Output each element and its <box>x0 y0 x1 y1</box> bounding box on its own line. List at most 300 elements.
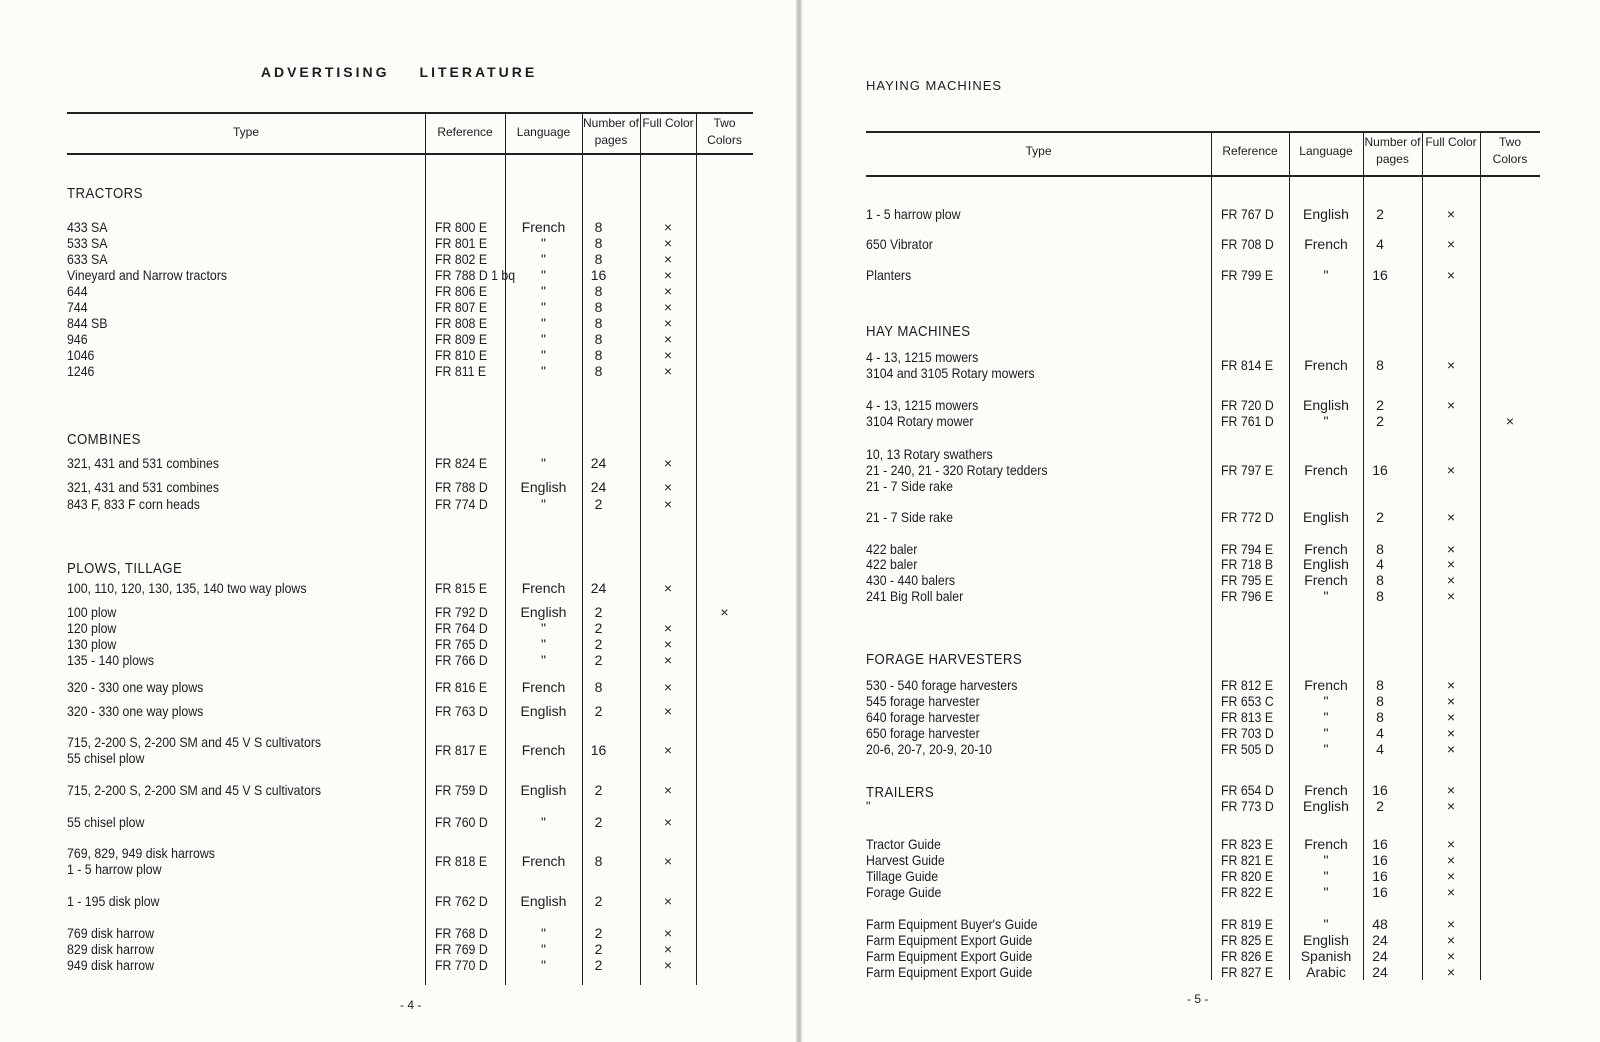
row-pages: 8 <box>594 315 603 331</box>
row-type-line2: 55 chisel plow <box>67 750 145 766</box>
row-language: English <box>1303 798 1349 814</box>
row-type: 769, 829, 949 disk harrows <box>67 845 215 861</box>
table-top-rule <box>866 131 1540 133</box>
row-language: " <box>1323 267 1329 283</box>
row-pages: 8 <box>1376 709 1384 725</box>
row-type: 21 - 7 Side rake <box>866 509 953 525</box>
row-language: " <box>541 455 546 471</box>
row-language: " <box>541 251 546 267</box>
row-full-color: × <box>1446 541 1456 557</box>
section-forage: FORAGE HARVESTERS <box>866 651 1023 668</box>
row-pages: 2 <box>594 957 603 973</box>
row-pages: 2 <box>594 941 603 957</box>
row-type: 650 forage harvester <box>866 725 980 741</box>
row-type: 241 Big Roll baler <box>866 588 964 604</box>
row-type: 1246 <box>67 363 95 379</box>
row-language: French <box>1304 357 1348 373</box>
header-two: Two Colors <box>1492 135 1528 166</box>
row-full-color: × <box>663 652 673 668</box>
row-reference: FR 808 E <box>435 315 488 331</box>
row-reference: FR 788 D 1 bq <box>435 267 516 283</box>
left-page-number: - 4 - <box>400 998 422 1012</box>
row-pages: 2 <box>594 636 603 652</box>
row-pages: 8 <box>594 853 603 869</box>
row-pages: 8 <box>594 347 603 363</box>
header-bottom-rule <box>866 175 1540 177</box>
row-language: " <box>541 331 546 347</box>
row-language: French <box>1304 541 1348 557</box>
row-language: French <box>521 580 566 596</box>
row-reference: FR 763 D <box>435 703 488 719</box>
row-type: 130 plow <box>67 636 117 652</box>
row-full-color: × <box>663 636 673 652</box>
row-type: 843 F, 833 F corn heads <box>67 496 200 512</box>
row-reference: FR 811 E <box>435 363 487 379</box>
row-full-color: × <box>1446 206 1456 222</box>
row-full-color: × <box>663 347 673 363</box>
row-language: " <box>541 283 546 299</box>
row-pages: 2 <box>594 893 603 909</box>
row-pages: 2 <box>1376 798 1384 814</box>
row-pages: 2 <box>594 925 603 941</box>
row-reference: FR 802 E <box>435 251 488 267</box>
row-pages: 8 <box>594 363 603 379</box>
row-language: " <box>541 363 546 379</box>
row-reference: FR 825 E <box>1221 932 1274 948</box>
row-type: 20-6, 20-7, 20-9, 20-10 <box>866 741 993 757</box>
row-type: 949 disk harrow <box>67 957 154 973</box>
row-type: 320 - 330 one way plows <box>67 679 204 695</box>
row-pages: 8 <box>594 283 603 299</box>
row-type: 10, 13 Rotary swathers <box>866 446 993 462</box>
row-type: 545 forage harvester <box>866 693 980 709</box>
row-type-line2: 1 - 5 harrow plow <box>67 861 162 877</box>
row-pages: 16 <box>1372 868 1388 884</box>
row-type: Tractor Guide <box>866 836 941 852</box>
row-type: 4 - 13, 1215 mowers <box>866 397 979 413</box>
right-page-number: - 5 - <box>1187 992 1209 1006</box>
row-pages: 8 <box>1376 541 1384 557</box>
row-full-color: × <box>663 315 673 331</box>
row-full-color: × <box>663 251 673 267</box>
row-type: 533 SA <box>67 235 108 251</box>
row-pages: 24 <box>590 580 607 596</box>
row-type-line3: 21 - 7 Side rake <box>866 478 953 494</box>
row-language: " <box>1323 413 1329 429</box>
row-reference: FR 824 E <box>435 455 488 471</box>
row-pages: 16 <box>1372 462 1388 478</box>
row-full-color: × <box>1446 798 1456 814</box>
header-full: Full Color <box>1425 135 1477 149</box>
row-full-color: × <box>663 267 673 283</box>
header-pages: Number of pages <box>582 116 640 147</box>
row-type: 530 - 540 forage harvesters <box>866 677 1018 693</box>
row-pages: 2 <box>594 620 603 636</box>
row-language: English <box>520 479 567 495</box>
row-type: 422 baler <box>866 541 918 557</box>
row-pages: 8 <box>1376 572 1384 588</box>
row-reference: FR 797 E <box>1221 462 1274 478</box>
row-type: 844 SB <box>67 315 108 331</box>
row-language: " <box>1323 693 1329 709</box>
row-full-color: × <box>1446 572 1456 588</box>
row-type: 829 disk harrow <box>67 941 154 957</box>
row-reference: FR 703 D <box>1221 725 1274 741</box>
row-full-color: × <box>663 580 673 596</box>
row-full-color: × <box>663 496 673 512</box>
row-full-color: × <box>1446 357 1456 373</box>
right-page-title: HAYING MACHINES <box>866 78 1003 93</box>
row-reference: FR 761 D <box>1221 413 1274 429</box>
row-pages: 16 <box>1372 852 1388 868</box>
row-full-color: × <box>1446 964 1456 980</box>
row-language: " <box>541 315 546 331</box>
row-two-colors: × <box>1505 413 1515 429</box>
row-reference: FR 815 E <box>435 580 488 596</box>
left-page <box>0 0 798 1042</box>
row-type: Farm Equipment Export Guide <box>866 948 1033 964</box>
book-spine <box>796 0 802 1042</box>
row-full-color: × <box>663 925 673 941</box>
row-full-color: × <box>1446 916 1456 932</box>
row-language: " <box>541 925 546 941</box>
row-reference: FR 806 E <box>435 283 488 299</box>
row-type: 100 plow <box>67 604 117 620</box>
row-reference: FR 770 D <box>435 957 488 973</box>
header-reference: Reference <box>437 125 493 139</box>
row-reference: FR 809 E <box>435 331 488 347</box>
row-pages: 8 <box>594 219 603 235</box>
row-reference: FR 653 C <box>1221 693 1274 709</box>
row-full-color: × <box>663 814 673 830</box>
row-language: English <box>520 703 567 719</box>
column-divider <box>1480 131 1481 980</box>
row-type: 321, 431 and 531 combines <box>67 455 220 471</box>
row-full-color: × <box>1446 725 1456 741</box>
row-reference: FR 827 E <box>1221 964 1274 980</box>
row-reference: FR 814 E <box>1221 357 1274 373</box>
row-full-color: × <box>1446 267 1456 283</box>
row-reference: FR 801 E <box>435 235 488 251</box>
row-type: 715, 2-200 S, 2-200 SM and 45 V S cultivators <box>67 782 322 798</box>
row-pages: 8 <box>594 251 603 267</box>
row-pages: 2 <box>594 703 603 719</box>
row-reference: FR 812 E <box>1221 677 1274 693</box>
row-full-color: × <box>663 957 673 973</box>
header-two: Two Colors <box>707 116 742 147</box>
row-type: Harvest Guide <box>866 852 945 868</box>
section-hay: HAY MACHINES <box>866 323 971 340</box>
row-type: 1046 <box>67 347 95 363</box>
header-type: Type <box>232 125 259 139</box>
row-pages: 24 <box>590 479 607 495</box>
row-reference: FR 654 D <box>1221 782 1274 798</box>
row-language: French <box>1304 462 1348 478</box>
row-full-color: × <box>1446 884 1456 900</box>
row-reference: FR 774 D <box>435 496 488 512</box>
row-pages: 2 <box>1376 509 1384 525</box>
row-reference: FR 759 D <box>435 782 488 798</box>
row-full-color: × <box>1446 677 1456 693</box>
header-language: Language <box>516 125 571 139</box>
row-type: 422 baler <box>866 556 918 572</box>
row-pages: 2 <box>594 652 603 668</box>
row-language: French <box>1304 782 1348 798</box>
row-full-color: × <box>663 853 673 869</box>
row-pages: 24 <box>1372 948 1388 964</box>
row-pages: 8 <box>1376 677 1384 693</box>
row-pages: 16 <box>590 742 607 758</box>
row-type: 4 - 13, 1215 mowers <box>866 349 979 365</box>
row-type: 650 Vibrator <box>866 236 933 252</box>
row-reference: FR 810 E <box>435 347 488 363</box>
row-full-color: × <box>663 941 673 957</box>
title-word-1: ADVERTISING <box>260 64 390 80</box>
row-type: 55 chisel plow <box>67 814 145 830</box>
table-top-rule <box>67 112 753 114</box>
row-language: " <box>541 235 546 251</box>
row-language: French <box>1304 836 1348 852</box>
row-language: English <box>520 604 567 620</box>
row-pages: 4 <box>1376 236 1384 252</box>
row-reference: FR 767 D <box>1221 206 1274 222</box>
row-type: 321, 431 and 531 combines <box>67 479 220 495</box>
row-pages: 24 <box>1372 932 1388 948</box>
row-language: French <box>1304 572 1348 588</box>
row-type: 430 - 440 balers <box>866 572 956 588</box>
row-type: 744 <box>67 299 88 315</box>
header-full: Full Color <box>642 116 694 130</box>
row-type: 633 SA <box>67 251 108 267</box>
header-type: Type <box>1025 144 1052 158</box>
row-language: " <box>1323 884 1329 900</box>
header-reference: Reference <box>1222 144 1278 158</box>
row-language: " <box>1323 741 1329 757</box>
row-pages: 4 <box>1376 725 1384 741</box>
row-reference: FR 764 D <box>435 620 488 636</box>
row-full-color: × <box>1446 236 1456 252</box>
row-full-color: × <box>663 363 673 379</box>
row-full-color: × <box>663 703 673 719</box>
row-type: Vineyard and Narrow tractors <box>67 267 228 283</box>
row-type: Tillage Guide <box>866 868 939 884</box>
row-language: " <box>541 347 546 363</box>
row-language: English <box>1303 509 1349 525</box>
row-reference: FR 820 E <box>1221 868 1274 884</box>
row-reference: FR 818 E <box>435 853 488 869</box>
row-reference: FR 817 E <box>435 742 488 758</box>
row-pages: 24 <box>590 455 607 471</box>
row-language: " <box>541 299 546 315</box>
row-language: " <box>1323 916 1329 932</box>
row-reference: FR 792 D <box>435 604 488 620</box>
row-type: 100, 110, 120, 130, 135, 140 two way plows <box>67 580 307 596</box>
row-type: 433 SA <box>67 219 108 235</box>
row-pages: 16 <box>1372 884 1388 900</box>
row-language: French <box>521 742 566 758</box>
row-pages: 2 <box>1376 397 1384 413</box>
row-language: English <box>520 893 567 909</box>
row-full-color: × <box>1446 741 1456 757</box>
row-language: " <box>541 267 546 283</box>
row-language: " <box>541 620 546 636</box>
row-pages: 8 <box>1376 357 1384 373</box>
row-reference: FR 821 E <box>1221 852 1274 868</box>
row-language: English <box>1303 206 1349 222</box>
row-language: " <box>1323 725 1329 741</box>
section-combines: COMBINES <box>67 431 141 448</box>
row-pages: 24 <box>1372 964 1388 980</box>
section-plows: PLOWS, TILLAGE <box>67 560 183 577</box>
row-pages: 4 <box>1376 741 1384 757</box>
row-full-color: × <box>663 893 673 909</box>
row-pages: 4 <box>1376 556 1384 572</box>
row-reference: FR 762 D <box>435 893 488 909</box>
row-language: " <box>541 496 546 512</box>
header-pages: Number of pages <box>1364 135 1421 166</box>
row-reference: FR 768 D <box>435 925 488 941</box>
row-reference: FR 772 D <box>1221 509 1274 525</box>
row-full-color: × <box>1446 509 1456 525</box>
row-full-color: × <box>663 679 673 695</box>
row-reference: FR 708 D <box>1221 236 1274 252</box>
row-reference: FR 823 E <box>1221 836 1274 852</box>
row-pages: 8 <box>1376 693 1384 709</box>
row-full-color: × <box>663 742 673 758</box>
row-language: " <box>541 814 546 830</box>
column-divider <box>696 112 697 985</box>
row-pages: 2 <box>594 782 603 798</box>
row-reference: FR 795 E <box>1221 572 1274 588</box>
row-reference: FR 796 E <box>1221 588 1274 604</box>
row-full-color: × <box>1446 836 1456 852</box>
row-language: " <box>1323 709 1329 725</box>
row-pages: 8 <box>594 299 603 315</box>
row-reference: FR 826 E <box>1221 948 1274 964</box>
row-pages: 8 <box>594 331 603 347</box>
row-type-line2: 21 - 240, 21 - 320 Rotary tedders <box>866 462 1048 478</box>
row-pages: 2 <box>594 604 603 620</box>
row-language: French <box>521 679 566 695</box>
row-language: " <box>1323 588 1329 604</box>
row-type: 640 forage harvester <box>866 709 980 725</box>
row-full-color: × <box>663 620 673 636</box>
row-language: " <box>1323 852 1329 868</box>
row-type: 644 <box>67 283 88 299</box>
row-language: French <box>1304 236 1348 252</box>
row-full-color: × <box>663 283 673 299</box>
section-trailers: TRAILERS <box>866 784 935 801</box>
row-reference: FR 819 E <box>1221 916 1274 932</box>
row-language: French <box>521 219 566 235</box>
row-language: French <box>1304 677 1348 693</box>
page-title <box>0 64 798 80</box>
row-language: French <box>521 853 566 869</box>
row-two-colors: × <box>720 604 729 620</box>
row-reference: FR 807 E <box>435 299 488 315</box>
row-reference: FR 720 D <box>1221 397 1274 413</box>
row-language: Spanish <box>1300 948 1352 964</box>
row-type: Planters <box>866 267 912 283</box>
row-pages: 16 <box>590 267 607 283</box>
row-reference: FR 813 E <box>1221 709 1274 725</box>
row-type: 1 - 5 harrow plow <box>866 206 961 222</box>
row-language: " <box>541 957 546 973</box>
row-full-color: × <box>1446 709 1456 725</box>
row-language: English <box>1303 932 1349 948</box>
row-type: Farm Equipment Buyer's Guide <box>866 916 1038 932</box>
row-type: 3104 Rotary mower <box>866 413 974 429</box>
row-type: 1 - 195 disk plow <box>67 893 160 909</box>
row-reference: FR 822 E <box>1221 884 1274 900</box>
row-reference: FR 766 D <box>435 652 488 668</box>
row-language: " <box>541 652 546 668</box>
row-full-color: × <box>1446 948 1456 964</box>
row-full-color: × <box>1446 852 1456 868</box>
row-pages: 48 <box>1372 916 1388 932</box>
row-type: " <box>866 798 871 814</box>
row-reference: FR 816 E <box>435 679 488 695</box>
row-full-color: × <box>1446 462 1456 478</box>
row-reference: FR 769 D <box>435 941 488 957</box>
row-full-color: × <box>1446 556 1456 572</box>
row-reference: FR 765 D <box>435 636 488 652</box>
row-full-color: × <box>663 235 673 251</box>
title-word-2: LITERATURE <box>419 64 538 80</box>
row-full-color: × <box>1446 397 1456 413</box>
row-type-line2: 3104 and 3105 Rotary mowers <box>866 365 1035 381</box>
row-full-color: × <box>663 479 673 495</box>
row-type: Farm Equipment Export Guide <box>866 964 1033 980</box>
row-full-color: × <box>1446 868 1456 884</box>
row-full-color: × <box>663 299 673 315</box>
row-pages: 2 <box>1376 206 1384 222</box>
row-reference: FR 505 D <box>1221 741 1274 757</box>
row-language: " <box>541 941 546 957</box>
row-reference: FR 718 B <box>1221 556 1274 572</box>
row-type: 946 <box>67 331 88 347</box>
row-type: 715, 2-200 S, 2-200 SM and 45 V S cultivators <box>67 734 322 750</box>
row-language: English <box>1303 556 1349 572</box>
row-full-color: × <box>1446 693 1456 709</box>
row-pages: 8 <box>594 235 603 251</box>
row-type: 769 disk harrow <box>67 925 154 941</box>
row-language: English <box>1303 397 1349 413</box>
row-pages: 8 <box>594 679 603 695</box>
row-pages: 16 <box>1372 836 1388 852</box>
row-full-color: × <box>663 455 673 471</box>
row-full-color: × <box>663 331 673 347</box>
header-bottom-rule <box>67 153 753 155</box>
row-full-color: × <box>663 782 673 798</box>
row-language: " <box>1323 868 1329 884</box>
row-full-color: × <box>1446 932 1456 948</box>
row-reference: FR 773 D <box>1221 798 1274 814</box>
row-pages: 16 <box>1372 782 1388 798</box>
row-reference: FR 794 E <box>1221 541 1274 557</box>
column-divider <box>425 112 426 985</box>
row-type: 320 - 330 one way plows <box>67 703 204 719</box>
row-type: Forage Guide <box>866 884 942 900</box>
row-reference: FR 799 E <box>1221 267 1274 283</box>
row-language: Arabic <box>1306 964 1346 980</box>
column-divider <box>1211 131 1212 980</box>
row-language: English <box>520 782 567 798</box>
row-type: Farm Equipment Export Guide <box>866 932 1033 948</box>
row-reference: FR 788 D <box>435 479 488 495</box>
row-language: " <box>541 636 546 652</box>
header-language: Language <box>1299 144 1353 158</box>
